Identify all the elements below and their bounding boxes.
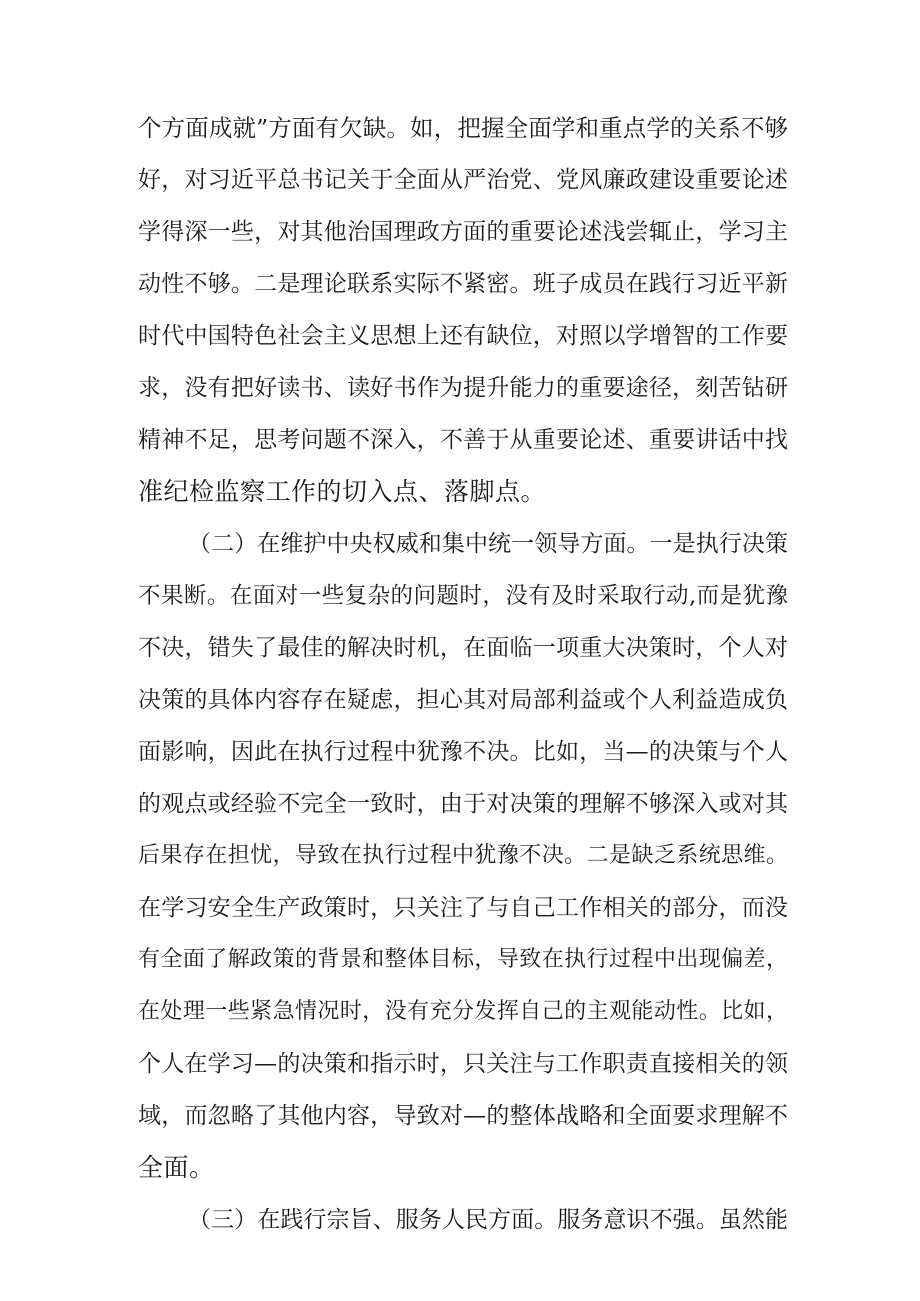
paragraph-1-line-3: 学得深一些，对其他治国理政方面的重要论述浅尝辄止，学习主 bbox=[138, 219, 788, 245]
paragraph-2-line-3: 不决，错失了最佳的解决时机，在面临一项重大决策时，个人对 bbox=[138, 635, 788, 661]
paragraph-2-line-8: 在学习安全生产政策时，只关注了与自己工作相关的部分，而没 bbox=[138, 895, 788, 921]
paragraph-1-line-4: 动性不够。二是理论联系实际不紧密。班子成员在践行习近平新 bbox=[138, 271, 788, 297]
paragraph-1-line-7: 精神不足，思考问题不深入，不善于从重要论述、重要讲话中找 bbox=[138, 427, 788, 453]
paragraph-2-line-11: 个人在学习—的决策和指示时，只关注与工作职责直接相关的领 bbox=[138, 1051, 788, 1077]
paragraph-2-line-5: 面影响，因此在执行过程中犹豫不决。比如，当—的决策与个人 bbox=[138, 739, 788, 765]
paragraph-2-line-6: 的观点或经验不完全一致时，由于对决策的理解不够深入或对其 bbox=[138, 791, 788, 817]
paragraph-1-line-8: 准纪检监察工作的切入点、落脚点。 bbox=[138, 477, 547, 506]
paragraph-1-line-5: 时代中国特色社会主义思想上还有缺位，对照以学增智的工作要 bbox=[138, 323, 788, 349]
paragraph-1-line-1: 个方面成就”方面有欠缺。如，把握全面学和重点学的关系不够 bbox=[138, 114, 788, 142]
paragraph-2-line-4: 决策的具体内容存在疑虑，担心其对局部利益或个人利益造成负 bbox=[138, 687, 788, 713]
paragraph-3-line-1: （三）在践行宗旨、服务人民方面。服务意识不强。虽然能 bbox=[188, 1207, 788, 1233]
paragraph-1-line-6: 求，没有把好读书、读好书作为提升能力的重要途径，刻苦钻研 bbox=[138, 375, 788, 401]
paragraph-2-line-7: 后果存在担忧，导致在执行过程中犹豫不决。二是缺乏系统思维。 bbox=[138, 843, 788, 868]
paragraph-2-line-2: 不果断。在面对一些复杂的问题时，没有及时采取行动,而是犹豫 bbox=[138, 583, 788, 609]
paragraph-2-line-10: 在处理一些紧急情况时，没有充分发挥自己的主观能动性。比如， bbox=[138, 999, 788, 1024]
paragraph-2-line-12: 域，而忽略了其他内容，导致对—的整体战略和全面要求理解不 bbox=[138, 1103, 788, 1129]
paragraph-1-line-2: 好，对习近平总书记关于全面从严治党、党风廉政建设重要论述 bbox=[138, 167, 788, 193]
paragraph-2-line-13: 全面。 bbox=[138, 1153, 215, 1182]
paragraph-2-line-1: （二）在维护中央权威和集中统一领导方面。一是执行决策 bbox=[188, 531, 788, 557]
paragraph-2-line-9: 有全面了解政策的背景和整体目标，导致在执行过程中出现偏差， bbox=[138, 947, 788, 972]
